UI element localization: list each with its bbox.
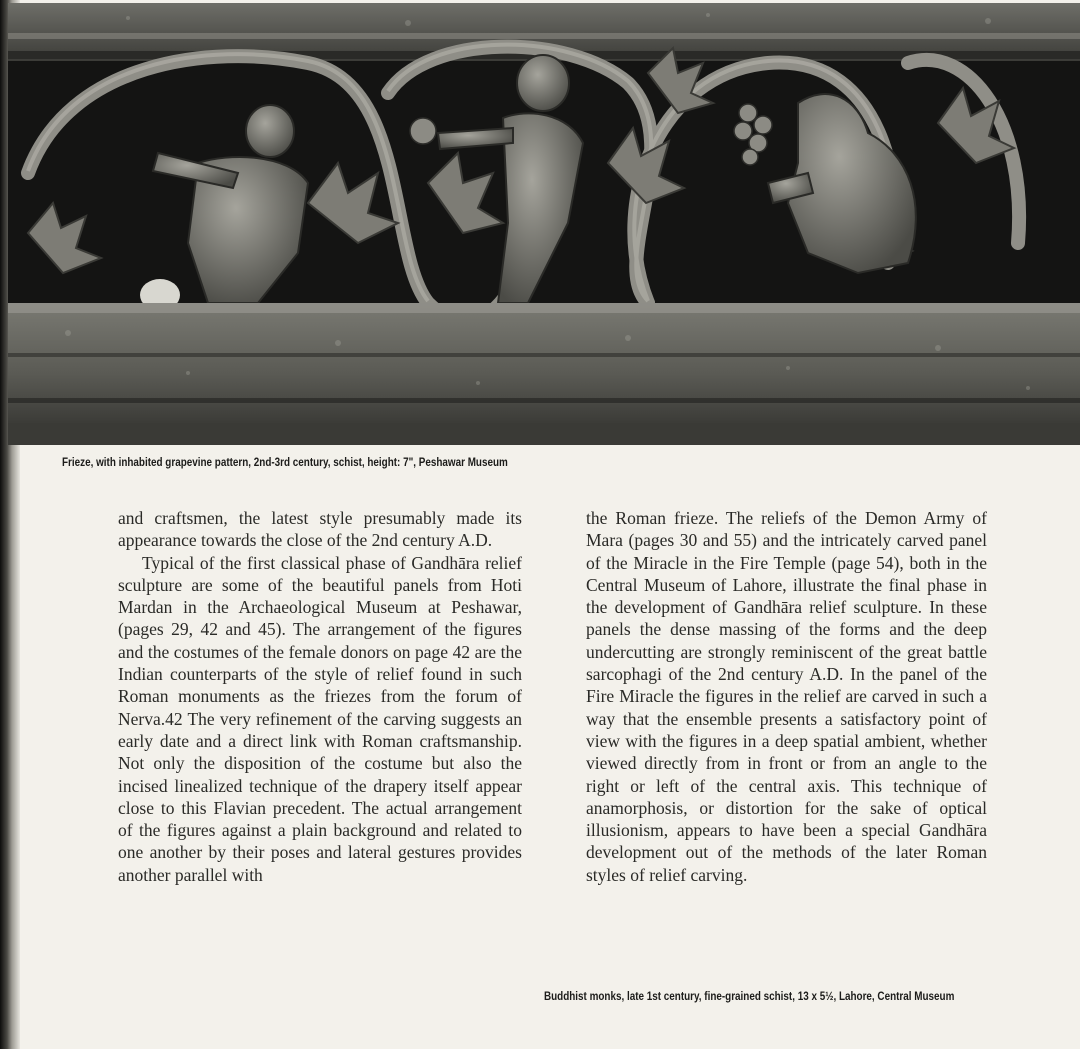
text-column-left <box>118 507 522 886</box>
photo-caption: Frieze, with inhabited grapevine pattern, 2nd-3rd century, schist, height: 7", Peshawar Museum <box>62 457 508 469</box>
paragraph: Typical of the first classical phase of Gandhāra relief sculpture are some of the beautiful panels from Hoti Mardan in the Archaeological Museum at Peshawar, (pages 29, 42 and 45). The arrangement of the figures and the costumes of the female donors on page 42 are the Indian counterparts of the style of relief found in such Roman monuments as the friezes from the forum of Nerva.42 The very refinement of the carving suggests an early date and a direct link with Roman craftsmanship. Not only the disposition of the costume but also the incised linealized technique of the drapery itself appear close to this Flavian precedent. The actual arrangement of the figures against a plain background and related to one another by their poses and lateral gestures provides another parallel with <box>118 552 522 885</box>
figure-caption: Buddhist monks, late 1st century, fine-grained schist, 13 x 5½, Lahore, Central Museum <box>544 991 955 1003</box>
frieze-photograph <box>8 3 1080 445</box>
paragraph: and craftsmen, the latest style presumably made its appearance towards the close of the 2nd century A.D. <box>118 508 522 551</box>
text-column-right <box>586 507 987 886</box>
paragraph: the Roman frieze. The reliefs of the Demon Army of Mara (pages 30 and 55) and the intricately carved panel of the Miracle in the Fire Temple (page 54), both in the Central Museum of Lahore, illustrate the final phase in the development of Gandhāra relief sculpture. In these panels the dense massing of the forms and the deep undercutting are strongly reminiscent of the great battle sarcophagi of the 2nd century A.D. In the panel of the Fire Miracle the figures in the relief are carved in such a way that the ensemble presents a satisfactory point of view with the figures in a deep spatial ambient, whether viewed directly from in front or from an angle to the right or left of the central axis. This technique of anamorphosis, or distortion for the sake of optical illusionism, appears to have been a special Gandhāra development out of the methods of the later Roman styles of relief carving. <box>586 508 987 885</box>
